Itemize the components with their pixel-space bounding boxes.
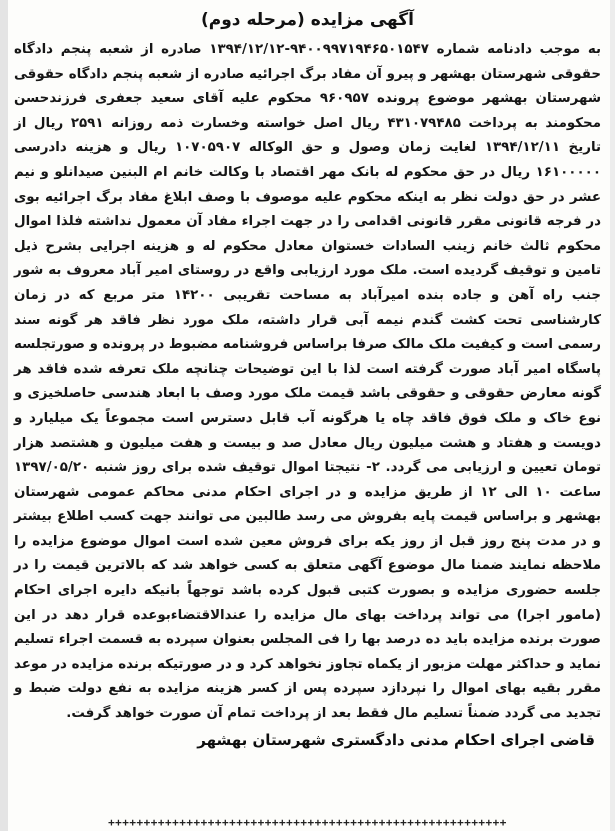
scan-edge-left bbox=[0, 0, 8, 831]
bottom-border-row: ++++++++++++++++++++++++++++++++++++++++++++++++++++++++ bbox=[108, 816, 507, 829]
notice-signature: قاضی اجرای احکام مدنی دادگستری شهرستان بهشهر bbox=[197, 730, 595, 749]
scan-edge-right bbox=[610, 0, 615, 831]
notice-title: آگهی مزایده (مرحله دوم) bbox=[201, 10, 414, 30]
notice-body: به موجب دادنامه شماره ۹۴۰۰۹۹۷۱۹۴۶۵۰۱۵۴۷-۱۳۹۴/۱۲/۱۲ صادره از شعبه پنجم دادگاه حقوقی شهرستان بهشهر و پیرو آن مفاد برگ اجرائیه صادره از شعبه پنجم دادگاه حقوقی شهرستان بهشهر موضوع پرونده ۹۶۰۹۵۷ محکوم علیه آقای سعید جعفری فرزندحسن محکومند به پرداخت ۴۳۱۰۷۹۴۸۵ ریال اصل خواسته وخسارت ذمه روزانه ۲۵۹۱ ریال از تاریخ ۱۳۹۴/۱۲/۱۱ لغایت زمان وصول و حق الوکاله ۱۰۷۰۵۹۰۷ ریال و هزینه دادرسی ۱۶۱۰۰۰۰۰ ریال در حق محکوم له بانک مهر اقتصاد با وکالت خانم ام البنین صیدانلو و نیم عشر در حق دولت نظر به اینکه محکوم علیه موصوف با وصف ابلاغ مفاد برگ اجرائیه بوی در فرجه قانونی مقرر قانونی اقدامی را در جهت اجراء مفاد آن معمول نداشته فلذا اموال محکوم ثالث خانم زینب السادات خستوان معادل محکوم له و هزینه اجرایی بشرح ذیل تامین و توقیف گردیده است. ملک مورد ارزیابی واقع در روستای امیر آباد معروف به شور جنب راه آهن و جاده بنده امیرآباد به مساحت تقریبی ۱۴۲۰۰ متر مربع که در زمان کارشناسی تحت کشت گندم نیمه آبی قرار داشته، ملک مورد نظر فاقد هر گونه سند رسمی است و کیفیت ملک مالک صرفا براساس فروشنامه مضبوط در پرونده و صورتجلسه پاسگاه امیر آباد صورت گرفته است لذا با این توضیحات چنانچه ملک تعرفه شده فاقد هر گونه معارض حقوقی و حقوقی باشد قیمت ملک مورد وصف با ابعاد هندسی حاصلخیزی و نوع خاک و ملک فوق فاقد چاه یا هرگونه آب قابل دسترس است مجموعاً یک میلیارد و دویست و هفتاد و هشت میلیون ریال معادل صد و بیست و هفت میلیون و هشتصد هزار تومان تعیین و ارزیابی می گردد. ۲- نتیجتا اموال توقیف شده برای روز شنبه ۱۳۹۷/۰۵/۲۰ ساعت ۱۰ الی ۱۲ از طریق مزایده و در اجرای احکام مدنی محاکم عمومی شهرستان بهشهر و براساس قیمت پایه بفروش می رسد طالبین می توانند جهت کسب اطلاع بیشتر و در مدت پنج روز قبل از روز یکه برای فروش معین شده است اموال موضوع مزایده را ملاحظه نمایند ضمنا مال موضوع آگهی متعلق به کسی خواهد شد که بالاترین قیمت را در جلسه حضوری مزایده و بصورت کتبی قبول کرده باشد توجهاً بانیکه دایره اجرای احکام (مامور اجرا) می تواند پرداخت بهای مال مزایده را عندالاقتضاءبوعده قرار دهد در این صورت برنده مزایده باید ده درصد بها را فی المجلس بعنوان سپرده به قسمت اجراء تسلیم نماید و حداکثر مهلت مزبور از یکماه تجاوز نخواهد کرد و در صورتیکه برنده مزایده در موعد مقرر بقیه بهای اموال را نپردازد سپرده پس از کسر هزینه مزایده به نفع دولت ضبط و تجدید می گردد ضمناً تسلیم مال فقط بعد از پرداخت تمام آن صورت خواهد گرفت. bbox=[14, 42, 602, 722]
